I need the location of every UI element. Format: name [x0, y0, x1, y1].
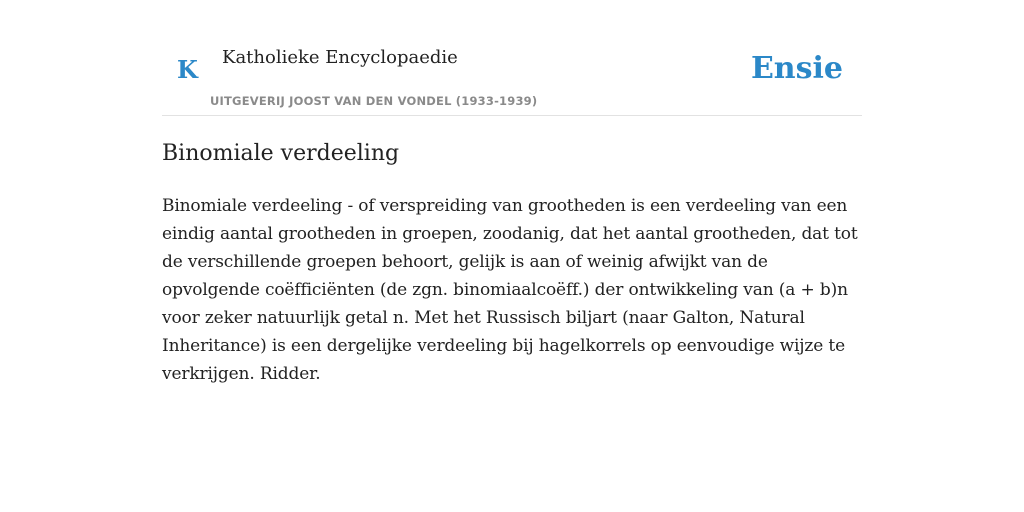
site-header: [162, 30, 862, 116]
site-title[interactable]: Katholieke Encyclopaedie: [222, 47, 458, 68]
ensie-brand-link[interactable]: Ensie: [750, 51, 843, 86]
article-title: Binomiale verdeeling: [162, 141, 400, 166]
publisher-subtitle: UITGEVERIJ JOOST VAN DEN VONDEL (1933-1939): [210, 94, 538, 108]
logo-k[interactable]: K: [177, 55, 198, 84]
article-body: Binomiale verdeeling - of verspreiding van grootheden is een verdeeling van een eindig aantal grootheden in groepen, zoodanig, dat het aantal grootheden, dat tot de verschillende groepen behoort, gelijk is aan of weinig afwijkt van de opvolgende coëfficiënten (de zgn. binomiaalcoëff.) der ontwikkeling van (a + b)n voor zeker natuurlijk getal n. Met het Russisch biljart (naar Galton, Natural Inheritance) is een dergelijke verdeeling bij hagelkorrels op eenvoudige wijze te verkrijgen. Ridder.: [162, 196, 858, 384]
